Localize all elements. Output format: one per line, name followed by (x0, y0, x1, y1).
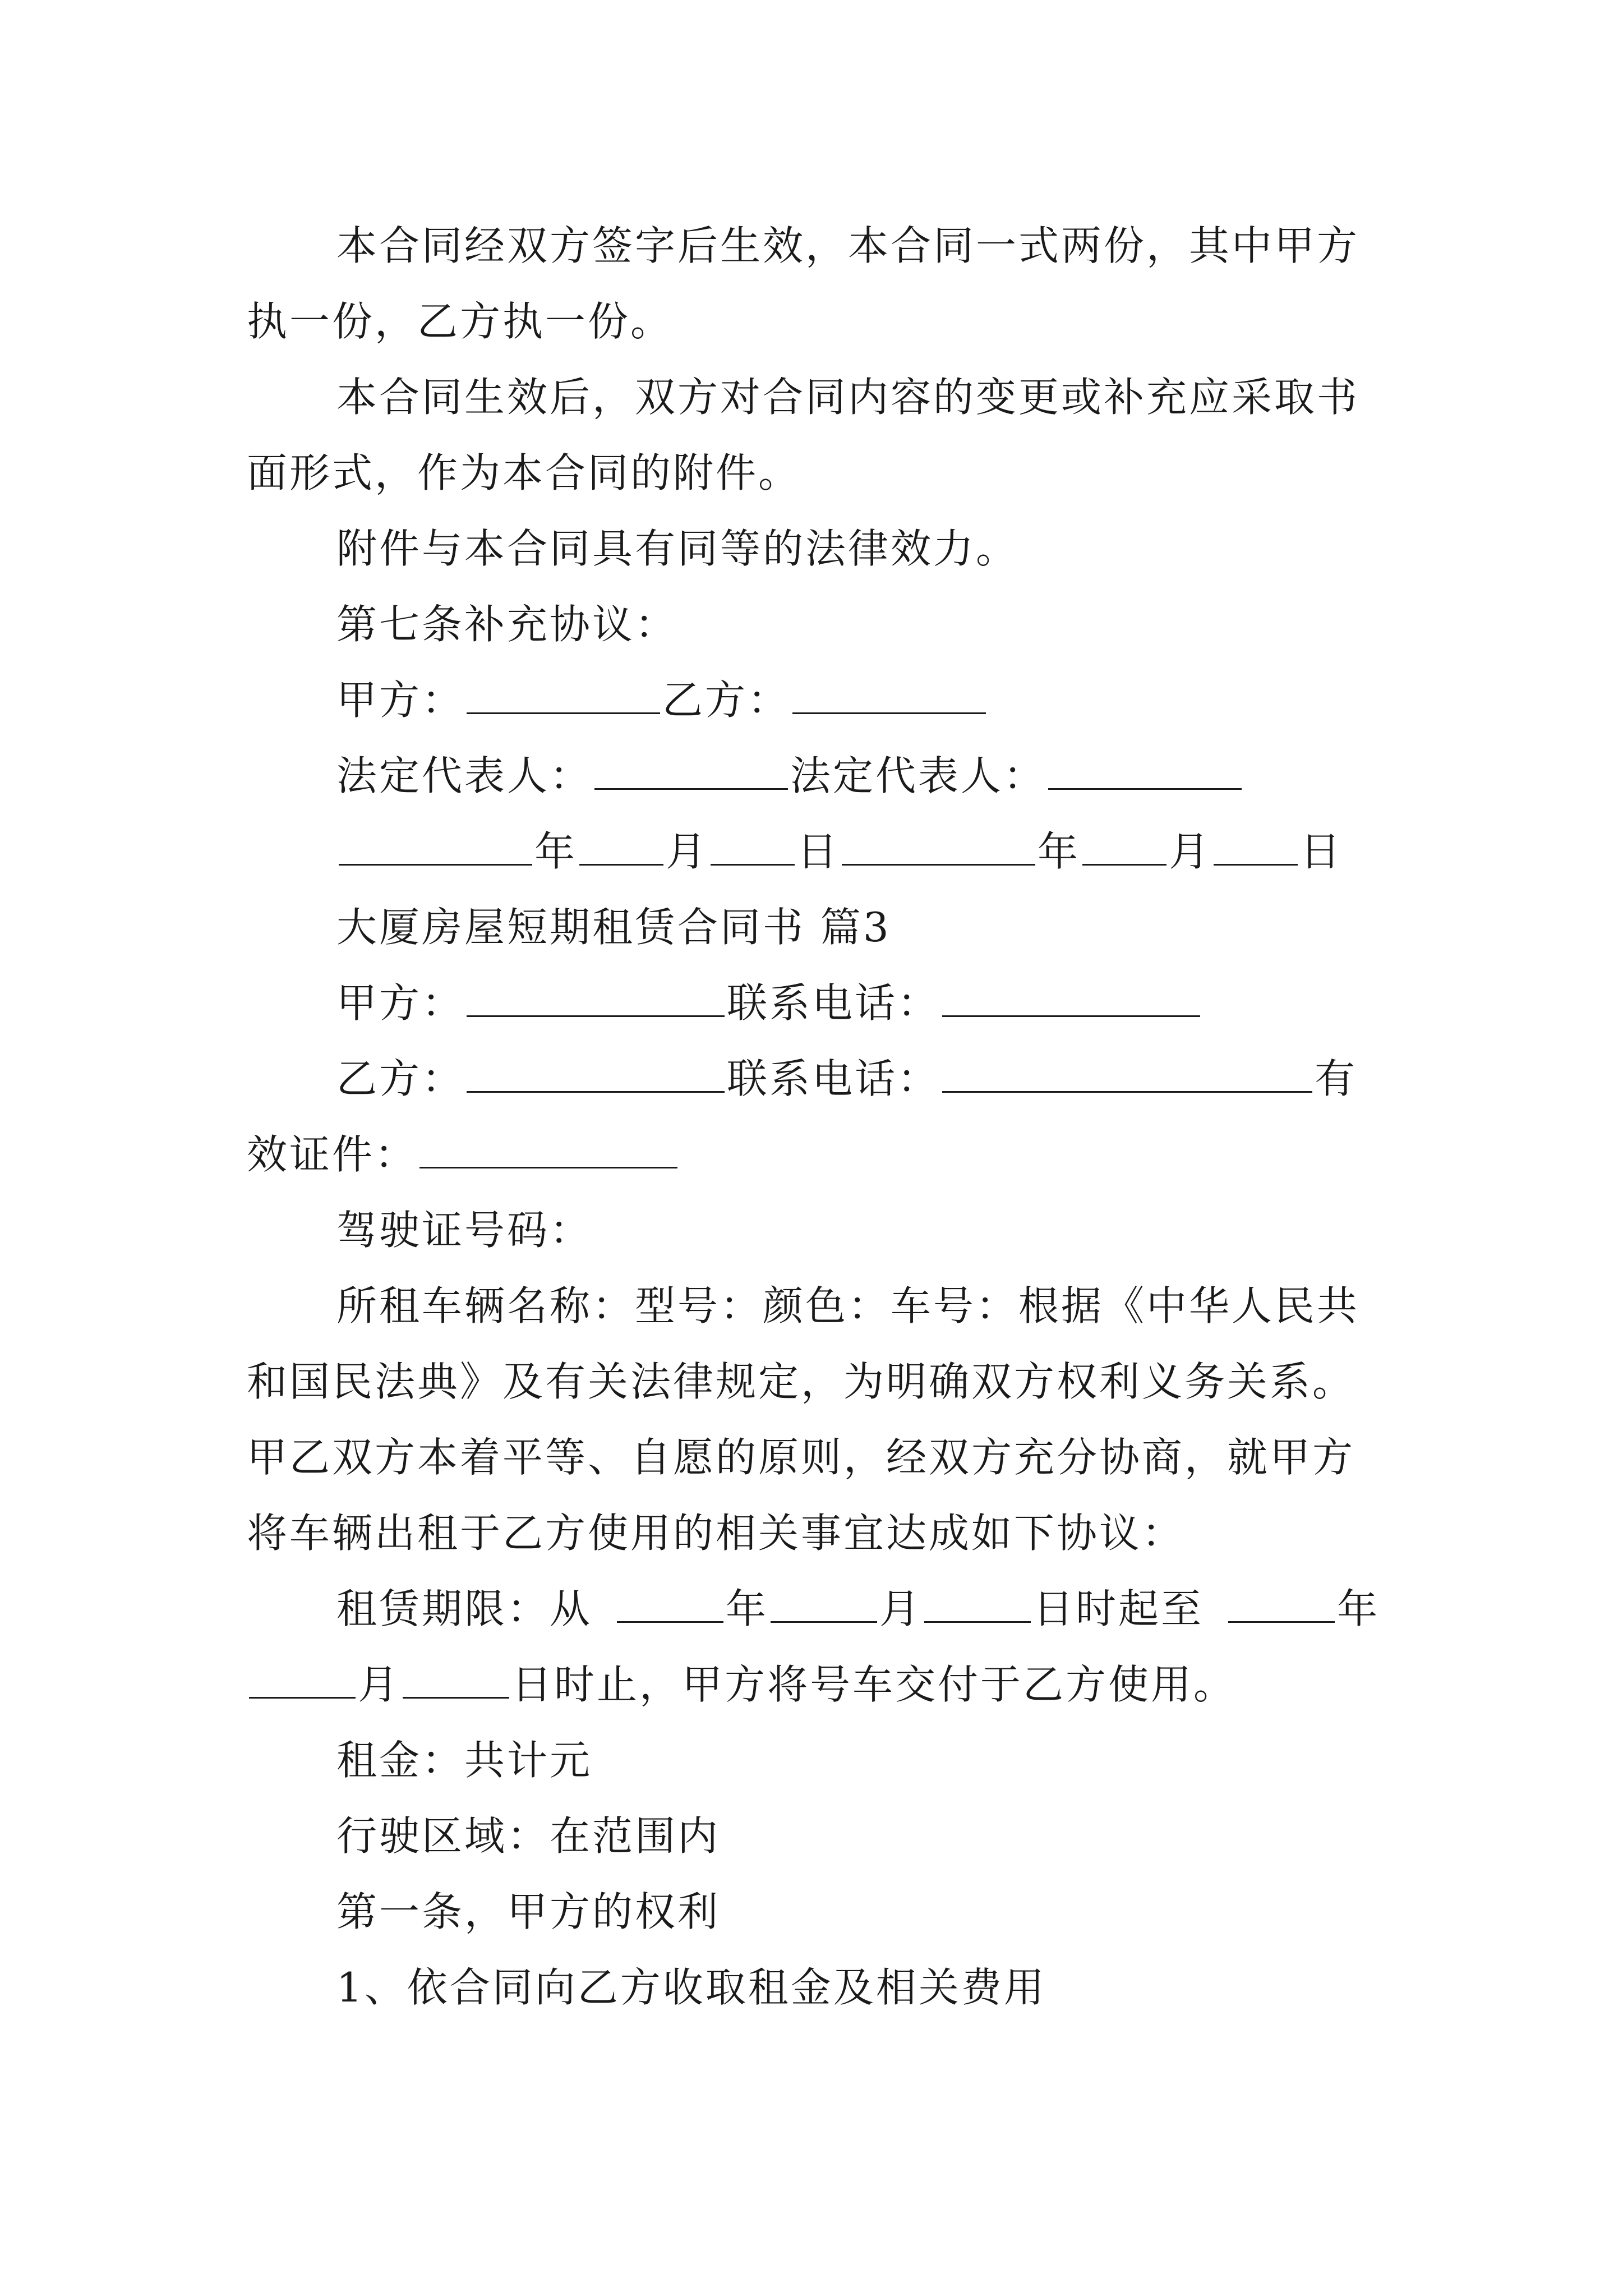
article-one-item-1: 1、依合同向乙方收取租金及相关费用 (336, 1964, 1046, 2011)
driving-region-line: 行驶区域：在范围内 (336, 1812, 721, 1860)
paragraph-attachment-validity: 附件与本合同具有同等的法律效力。 (336, 525, 1019, 572)
date-a-month-label: 月 (666, 828, 709, 875)
legal-rep-a-label: 法定代表人： (336, 752, 593, 799)
date-a-year-blank (339, 830, 532, 866)
date-b-year-label: 年 (1038, 828, 1081, 875)
party-a-label: 甲方： (336, 979, 465, 1027)
party-b-phone-blank (942, 1057, 1312, 1093)
paragraph-amendment-line1: 本合同生效后，双方对合同内容的变更或补充应采取书 (336, 374, 1360, 421)
party-b-label: 乙方： (336, 1055, 465, 1102)
id-document-line (247, 1128, 680, 1181)
term-from-day-blank (924, 1588, 1031, 1623)
date-b-year-blank (842, 830, 1035, 866)
id-document-blank (419, 1133, 677, 1168)
article-one-heading: 第一条，甲方的权利 (336, 1888, 721, 1935)
party-b-contact-line (336, 1052, 1357, 1106)
term-to-day-blank (403, 1663, 509, 1699)
license-number-label: 驾驶证号码： (336, 1207, 593, 1254)
date-a-month-blank (579, 830, 663, 866)
term-from-month-label: 月 (879, 1585, 923, 1632)
term-to-year-blank (1228, 1588, 1335, 1623)
signature-party-b-blank (792, 679, 986, 714)
vehicle-paragraph-line4: 将车辆出租于乙方使用的相关事宜达成如下协议： (247, 1510, 1185, 1557)
signature-party-a-blank (467, 679, 660, 714)
term-from-time-label: 日时起至 (1033, 1585, 1204, 1632)
paragraph-effectiveness-line2: 执一份，乙方执一份。 (247, 298, 674, 345)
date-b-day-label: 日 (1300, 828, 1343, 875)
id-label-end: 效证件： (247, 1131, 418, 1178)
legal-representative-line (336, 749, 1244, 803)
signature-date-line (336, 825, 1343, 878)
date-b-day-blank (1214, 830, 1298, 866)
id-label-start: 有 (1315, 1055, 1358, 1102)
party-b-phone-label: 联系电话： (727, 1055, 940, 1102)
legal-rep-b-blank (1048, 754, 1242, 790)
party-a-contact-line (336, 976, 1202, 1030)
rent-line: 租金：共计元 (336, 1737, 593, 1784)
legal-rep-b-label: 法定代表人： (790, 752, 1046, 799)
signature-party-a-label: 甲方： (336, 677, 465, 724)
signature-party-b-label: 乙方： (662, 677, 791, 724)
term-to-end-label: 日时止，甲方将号车交付于乙方使用。 (511, 1661, 1237, 1708)
date-b-month-blank (1082, 830, 1166, 866)
party-a-blank (467, 982, 725, 1017)
lease-term-line2 (247, 1658, 1236, 1711)
paragraph-effectiveness-line1: 本合同经双方签字后生效，本合同一式两份，其中甲方 (336, 222, 1360, 269)
term-to-month-blank (249, 1663, 356, 1699)
party-a-phone-blank (942, 982, 1200, 1017)
party-b-blank (467, 1057, 725, 1093)
signature-parties-line (336, 673, 988, 727)
date-b-month-label: 月 (1169, 828, 1212, 875)
date-a-day-blank (711, 830, 795, 866)
term-to-month-label: 月 (358, 1661, 401, 1708)
vehicle-paragraph-line1: 所租车辆名称：型号：颜色：车号：根据《中华人民共 (336, 1282, 1360, 1329)
party-a-phone-label: 联系电话： (727, 979, 940, 1027)
paragraph-amendment-line2: 面形式，作为本合同的附件。 (247, 449, 801, 496)
date-a-day-label: 日 (797, 828, 840, 875)
date-a-year-label: 年 (534, 828, 578, 875)
legal-rep-a-blank (594, 754, 788, 790)
section-title: 大厦房屋短期租赁合同书 篇3 (336, 904, 891, 951)
term-from-month-blank (771, 1588, 877, 1623)
term-from-year-blank (617, 1588, 723, 1623)
vehicle-paragraph-line2: 和国民法典》及有关法律规定，为明确双方权利义务关系。 (247, 1358, 1355, 1405)
term-from-year-label: 年 (726, 1585, 769, 1632)
term-to-year-label: 年 (1337, 1585, 1380, 1632)
vehicle-paragraph-line3: 甲乙双方本着平等、自愿的原则，经双方充分协商，就甲方 (247, 1434, 1355, 1481)
lease-term-line1 (336, 1582, 1380, 1636)
lease-term-label: 租赁期限：从 (336, 1585, 593, 1632)
article-seven-heading: 第七条补充协议： (336, 601, 678, 648)
